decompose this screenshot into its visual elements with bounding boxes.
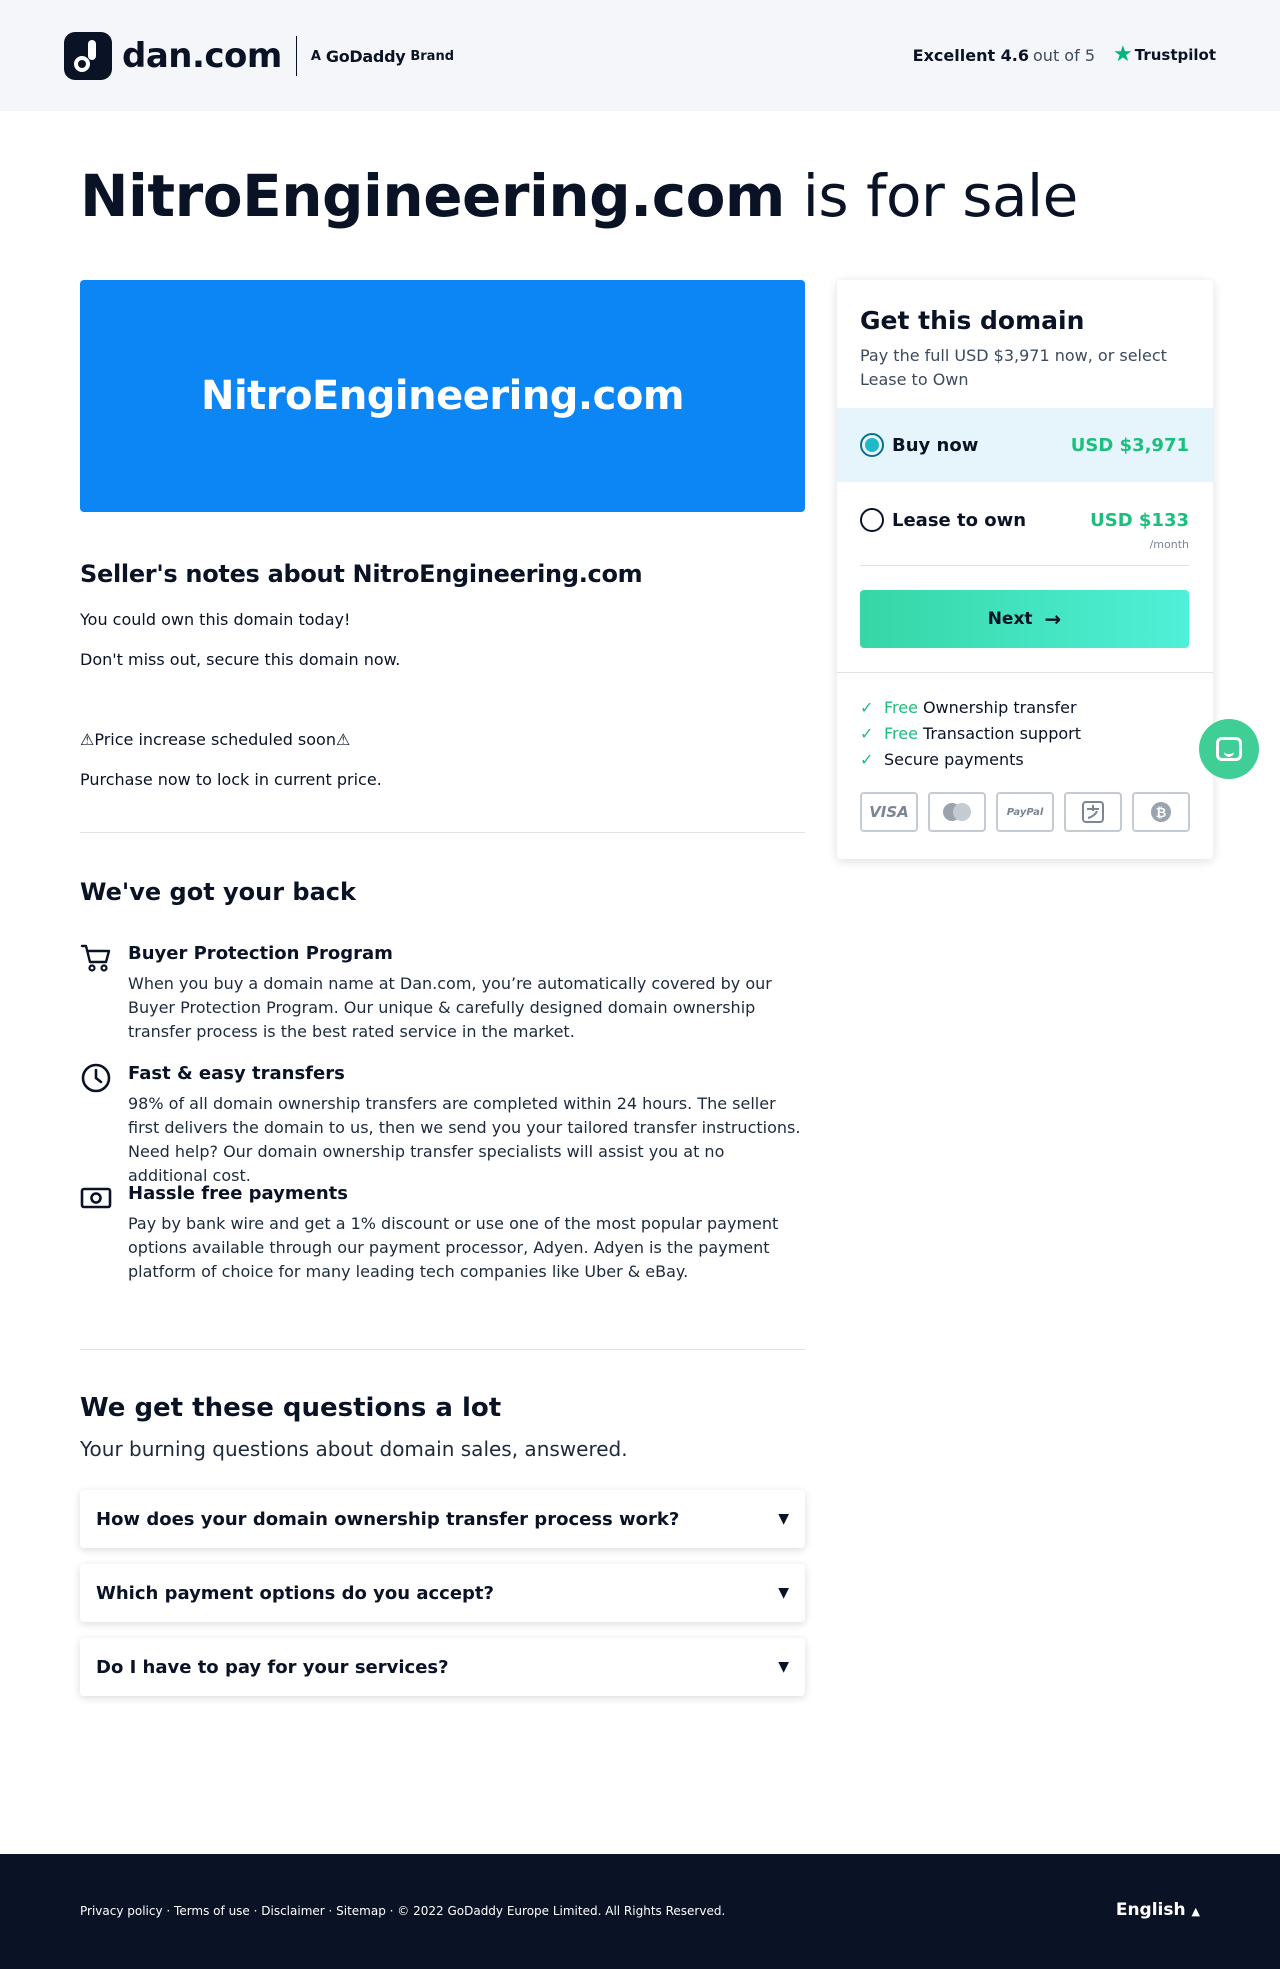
buy-now-radio[interactable] [860, 433, 884, 457]
brand-prefix: A [310, 48, 321, 64]
faq-heading: We get these questions a lot [80, 1393, 502, 1423]
benefit-item [860, 750, 1024, 769]
feature-text: Pay by bank wire and get a 1% discount or use one of the most popular payment options available through our payment processor, Adyen. Adyen is the payment platform of choice for many leading tech companies like Uber & eBay. [128, 1214, 779, 1281]
paypal-icon [996, 792, 1054, 832]
card-divider [860, 565, 1189, 566]
divider [80, 1349, 805, 1350]
note-line: ⚠Price increase scheduled soon⚠ [80, 730, 351, 749]
buy-now-label: Buy now [892, 434, 979, 456]
dan-logo-icon [64, 32, 112, 80]
next-label: Next [987, 609, 1033, 629]
language-label: English [1115, 1900, 1186, 1920]
cart-icon [80, 942, 112, 974]
faq-item[interactable] [80, 1490, 805, 1548]
chat-button[interactable] [1199, 719, 1259, 779]
lease-period: /month [1149, 538, 1189, 551]
check-icon: ✓ [860, 724, 874, 743]
money-icon [80, 1182, 112, 1214]
godaddy-brand: GoDaddy [325, 46, 406, 66]
benefit-free: Free [884, 698, 918, 717]
faq-item[interactable] [80, 1638, 805, 1696]
card-subtext: Pay the full USD $3,971 now, or select Lease to Own [860, 346, 1167, 389]
card-heading: Get this domain [860, 306, 1085, 335]
banner-domain: NitroEngineering.com [200, 373, 684, 419]
lease-price: USD $133 [1090, 509, 1189, 531]
note-line: You could own this domain today! [80, 610, 351, 629]
benefit-text: Ownership transfer [922, 698, 1077, 717]
payment-methods [860, 792, 1190, 832]
note-line: Don't miss out, secure this domain now. [80, 650, 401, 669]
dan-logo[interactable] [64, 32, 454, 80]
back-heading: We've got your back [80, 878, 356, 906]
feature-text: When you buy a domain name at Dan.com, you’re automatically covered by our Buyer Protection Program. Our unique & carefully designed domain ownership transfer process is the best rated service in the market. [128, 974, 772, 1041]
site-header [0, 0, 1280, 111]
note-line: Purchase now to lock in current price. [80, 770, 382, 789]
benefit-item [860, 724, 1081, 743]
chevron-down-icon: ▼ [778, 1659, 789, 1675]
trustpilot-star-icon: ★ [1113, 42, 1133, 67]
trust-out-of: out of 5 [1033, 45, 1095, 65]
benefit-text: Secure payments [884, 750, 1024, 769]
trust-excellent: Excellent 4.6 [912, 45, 1030, 65]
caret-up-icon: ▲ [1191, 1905, 1200, 1918]
feature-text: 98% of all domain ownership transfers are completed within 24 hours. The seller first delivers the domain to us, then we send you your tailored transfer instructions. Need help? Our domain ownership transfer specialists will assist you at no additional cost. [128, 1094, 801, 1185]
buy-now-price: USD $3,971 [1070, 434, 1189, 456]
svg-text:₿: ₿ [1155, 806, 1167, 821]
faq-subheading: Your burning questions about domain sales, answered. [80, 1437, 628, 1461]
arrow-right-icon: → [1044, 607, 1062, 631]
lease-label: Lease to own [892, 509, 1027, 531]
check-icon: ✓ [860, 750, 874, 769]
chat-icon [1216, 737, 1242, 761]
divider [80, 832, 805, 833]
paypal-label: PayPal [1006, 806, 1044, 818]
check-icon: ✓ [860, 698, 874, 717]
page-title [80, 162, 1078, 230]
mastercard-icon [928, 792, 986, 832]
trustpilot-rating[interactable] [913, 44, 1216, 66]
buy-now-option[interactable] [837, 408, 1213, 482]
faq-question: How does your domain ownership transfer process work? [96, 1508, 680, 1530]
purchase-card [837, 280, 1213, 859]
brand-suffix: Brand [410, 48, 455, 64]
lease-option[interactable] [837, 483, 1213, 557]
feature-title: Fast & easy transfers [128, 1063, 345, 1084]
seller-notes-heading: Seller's notes about NitroEngineering.com [80, 560, 643, 588]
chevron-down-icon: ▼ [778, 1511, 789, 1527]
chevron-down-icon: ▼ [778, 1585, 789, 1601]
clock-icon [80, 1062, 112, 1094]
faq-question: Which payment options do you accept? [96, 1582, 494, 1604]
feature-title: Hassle free payments [128, 1183, 348, 1204]
benefit-free: Free [884, 724, 918, 743]
next-button[interactable] [860, 590, 1189, 648]
benefit-text: Transaction support [922, 724, 1081, 743]
title-rest: is for sale [784, 162, 1078, 230]
visa-icon [860, 792, 918, 832]
feature-title: Buyer Protection Program [128, 943, 393, 964]
domain-banner [80, 280, 805, 512]
bitcoin-icon [1132, 792, 1190, 832]
title-domain: NitroEngineering.com [80, 162, 785, 230]
card-divider [837, 672, 1213, 673]
visa-label: VISA [869, 803, 909, 821]
trustpilot-label: Trustpilot [1134, 46, 1216, 64]
alipay-icon [1064, 792, 1122, 832]
logo-divider [296, 36, 297, 76]
logo-text: dan.com [122, 36, 282, 76]
benefit-item [860, 698, 1077, 717]
footer-links[interactable]: Privacy policy · Terms of use · Disclaimer · Sitemap · © 2022 GoDaddy Europe Limited. All Rights Reserved. [80, 1904, 726, 1918]
faq-question: Do I have to pay for your services? [96, 1656, 449, 1678]
faq-item[interactable] [80, 1564, 805, 1622]
lease-radio[interactable] [860, 508, 884, 532]
language-selector[interactable] [1116, 1900, 1200, 1920]
site-footer [0, 1854, 1280, 1969]
